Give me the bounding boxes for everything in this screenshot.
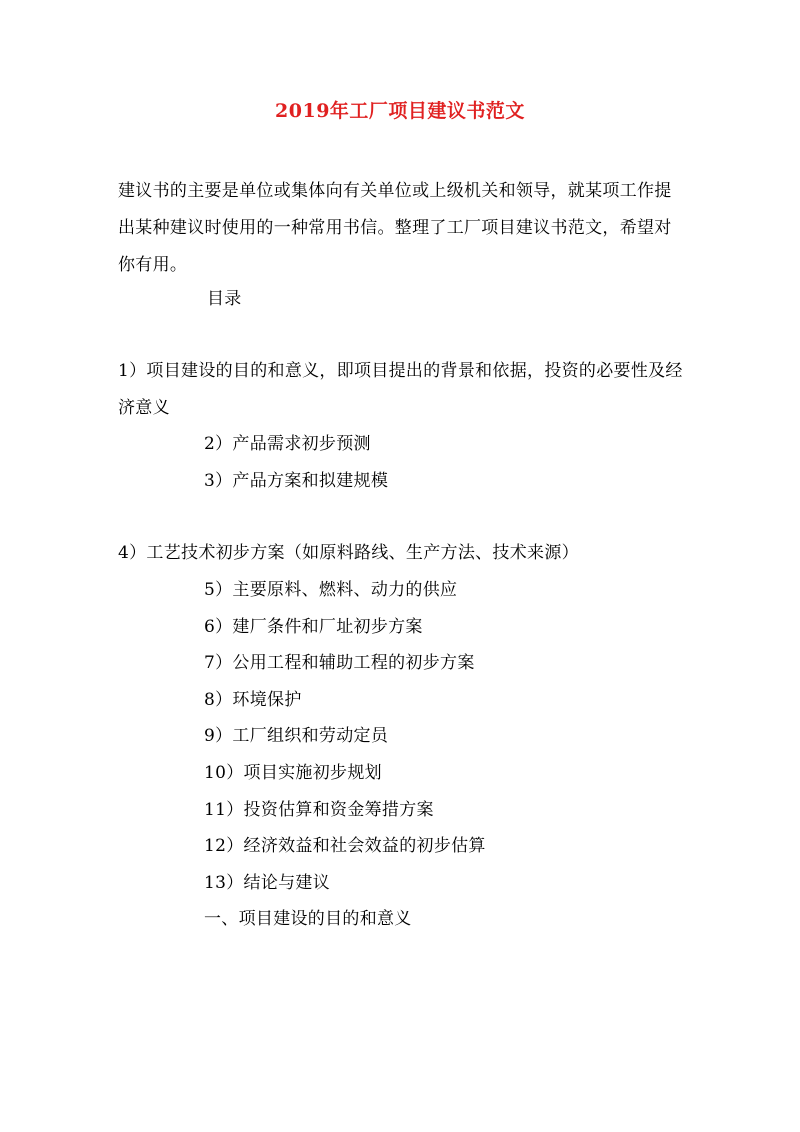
toc-item-9: 9）工厂组织和劳动定员 xyxy=(204,726,389,746)
toc-item-8: 8）环境保护 xyxy=(204,690,302,710)
toc-item-13: 13）结论与建议 xyxy=(204,873,331,893)
intro-paragraph: 建议书的主要是单位或集体向有关单位或上级机关和领导，就某项工作提出某种建议时使用的一种常用书信。整理了工厂项目建议书范文，希望对你有用。 xyxy=(118,181,672,275)
section-heading: 一、项目建设的目的和意义 xyxy=(204,909,412,929)
toc-item-10: 10）项目实施初步规划 xyxy=(204,763,382,783)
toc-item-6: 6）建厂条件和厂址初步方案 xyxy=(204,617,423,637)
toc-item-5: 5）主要原料、燃料、动力的供应 xyxy=(204,580,458,600)
toc-heading: 目录 xyxy=(207,289,242,309)
toc-item-7: 7）公用工程和辅助工程的初步方案 xyxy=(204,653,475,673)
toc-item-1: 1）项目建设的目的和意义，即项目提出的背景和依据，投资的必要性及经济意义 xyxy=(118,361,683,418)
toc-item-12: 12）经济效益和社会效益的初步估算 xyxy=(204,836,486,856)
toc-item-11: 11）投资估算和资金筹措方案 xyxy=(204,800,434,820)
toc-item-4: 4）工艺技术初步方案（如原料路线、生产方法、技术来源） xyxy=(118,543,579,563)
toc-item-2: 2）产品需求初步预测 xyxy=(204,434,371,454)
toc-item-3: 3）产品方案和拟建规模 xyxy=(204,471,389,491)
document-title: 2019年工厂项目建议书范文 xyxy=(275,100,525,122)
